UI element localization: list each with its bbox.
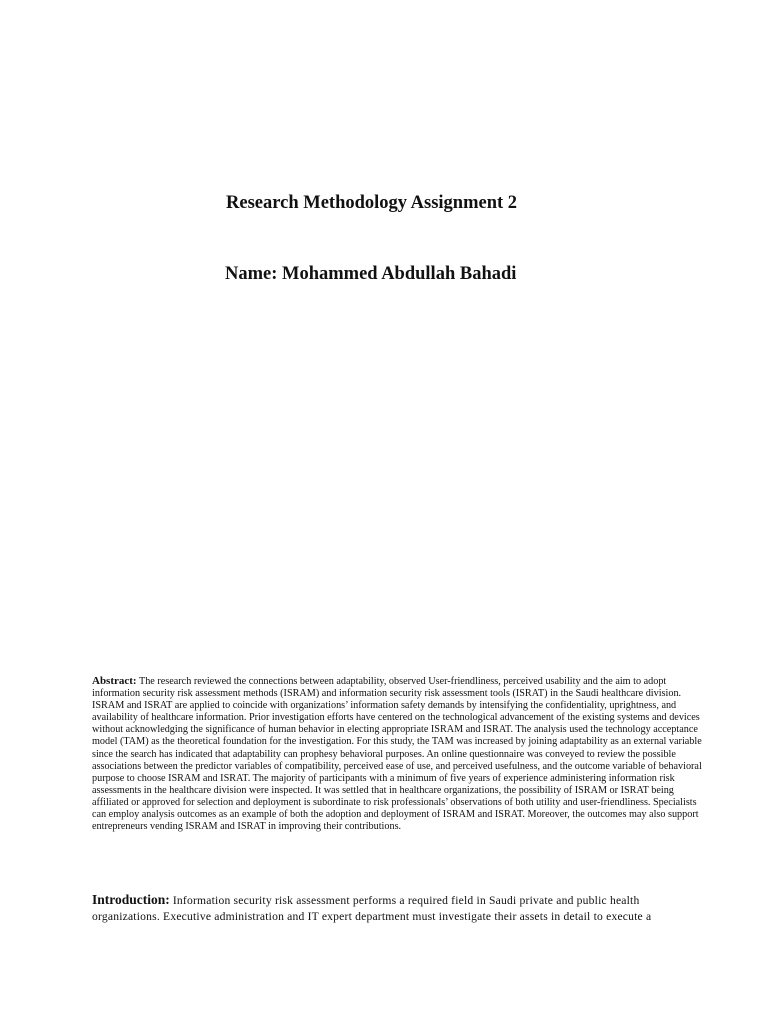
author-name: Name: Mohammed Abdullah Bahadi [225, 264, 517, 284]
abstract-text: The research reviewed the connections between adaptability, observed User-friendliness, perceived usability and the aim to adopt information security risk assessment methods (ISRAM) and information security risk assessment tools (ISRAT) in the Saudi healthcare division. ISRAM and ISRAT are applied to coincide with organizations’ information safety demands by intensifying the confidentiality, uprightness, and availability of healthcare information. Prior investigation efforts have centered on the technological advancement of the existing systems and devices without acknowledging the significance of human behavior in electing appropriate ISRAM and ISRAT. The analysis used the technology acceptance model (TAM) as the theoretical foundation for the investigation. For this study, the TAM was increased by joining adaptability as an external variable since the search has indicated that adaptability can prophesy behavioral purposes. An online questionnaire was conveyed to review the possible associations between the predictor variables of compatibility, perceived ease of use, and perceived usefulness, and the outcome variable of behavioral purpose to choose ISRAM and ISRAT. The majority of participants with a minimum of five years of experience administering information risk assessments in the healthcare division were inspected. It was settled that in healthcare organizations, the possibility of ISRAM or ISRAT being affiliated or approved for selection and deployment is subordinate to risk professionals’ observations of both utility and user-friendliness. Specialists can employ analysis outcomes as an example of both the adoption and deployment of ISRAM and ISRAT. Moreover, the outcomes may also support entrepreneurs vending ISRAM and ISRAT in improving their contributions. [92, 676, 702, 833]
abstract-label: Abstract: [92, 675, 137, 687]
introduction-label: Introduction: [92, 892, 170, 907]
introduction-paragraph [92, 892, 682, 925]
abstract-paragraph [92, 675, 708, 833]
document-title: Research Methodology Assignment 2 [226, 193, 518, 213]
introduction-text: Information security risk assessment performs a required field in Saudi private and public health organizations. Executive administration and IT expert department must investigate their assets in detail to execute a [92, 894, 652, 923]
